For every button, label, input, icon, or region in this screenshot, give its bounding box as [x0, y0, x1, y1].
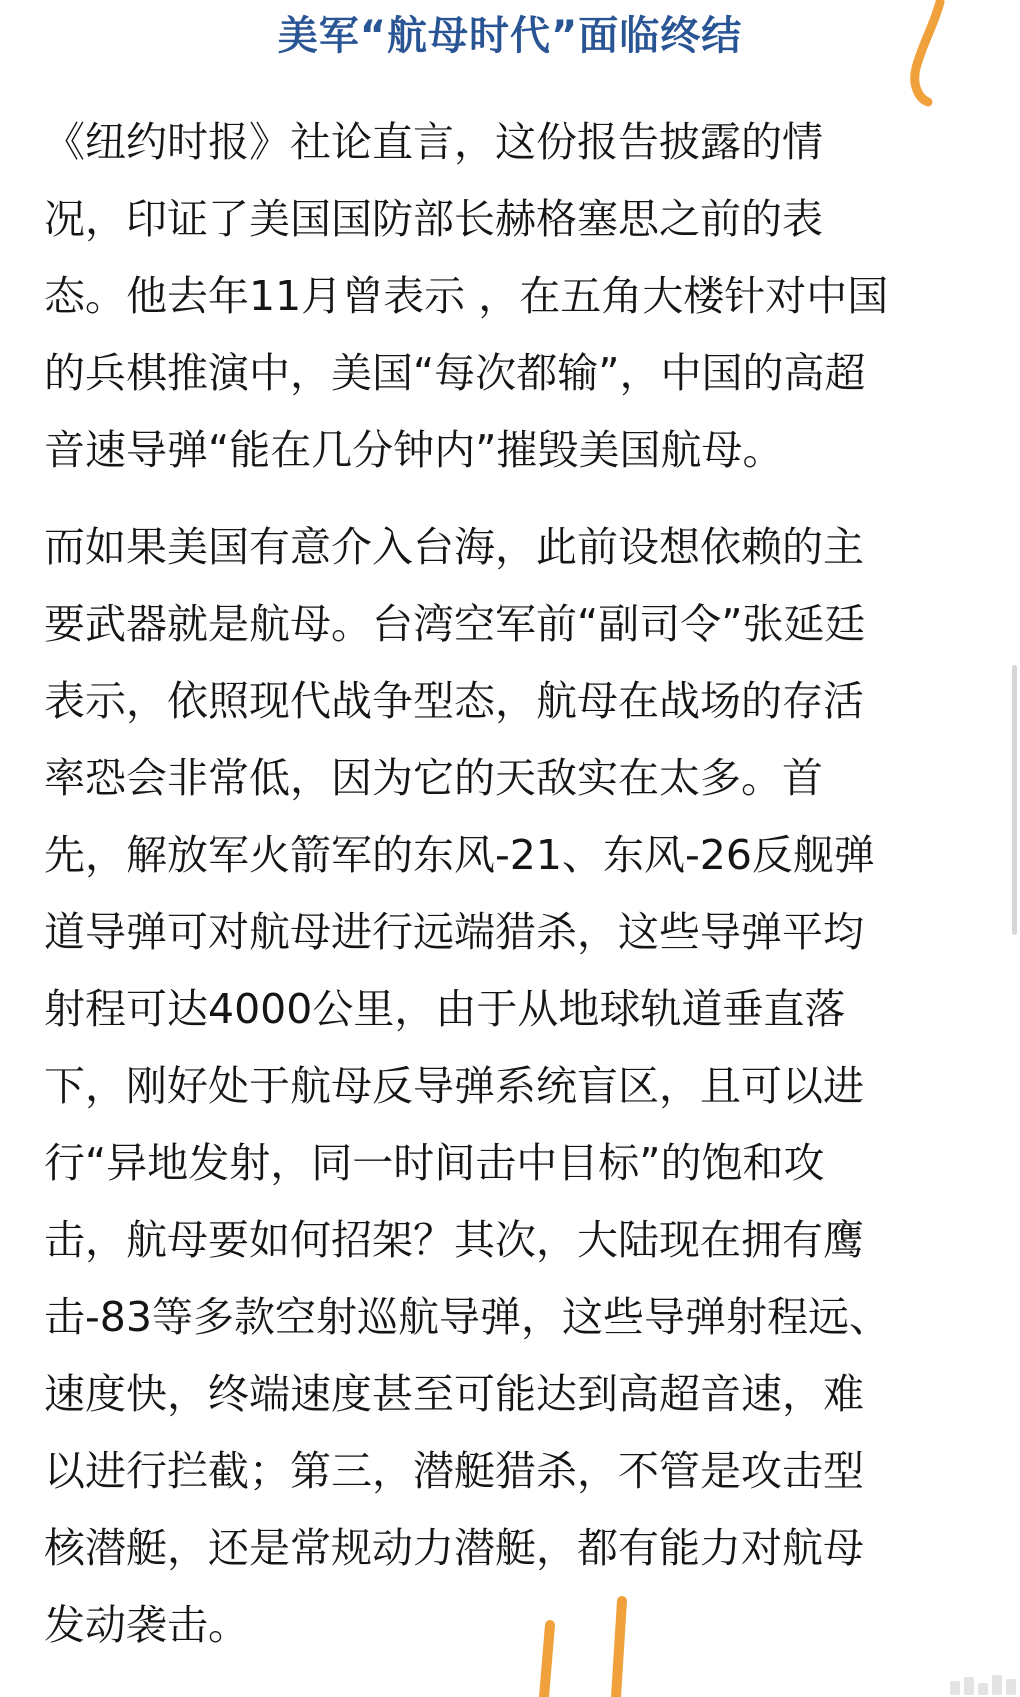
text-line: 表示，依照现代战争型态，航母在战场的存活 [44, 677, 864, 725]
paragraph-2 [44, 509, 979, 1664]
text-line: 发动袭击。 [44, 1601, 249, 1649]
text-line: 击-83等多款空射巡航导弹，这些导弹射程远、 [44, 1293, 890, 1341]
text-line: 以进行拦截；第三，潜艇猎杀，不管是攻击型 [44, 1447, 864, 1495]
watermark-logo [950, 1675, 1016, 1695]
text-line: 下，刚好处于航母反导弹系统盲区，且可以进 [44, 1062, 864, 1110]
text-line: 速度快，终端速度甚至可能达到高超音速，难 [44, 1370, 864, 1418]
text-line: 《纽约时报》社论直言，这份报告披露的情 [44, 118, 823, 166]
annotation-stroke-top [900, 0, 960, 120]
text-line: 行“异地发射，同一时间击中目标”的饱和攻 [44, 1139, 825, 1187]
text-line: 况，印证了美国国防部长赫格塞思之前的表 [44, 195, 823, 243]
text-line: 的兵棋推演中，美国“每次都输”，中国的高超 [44, 349, 866, 397]
article-title: 美军“航母时代”面临终结 [277, 13, 743, 59]
text-line: 音速导弹“能在几分钟内”摧毁美国航母。 [44, 426, 784, 474]
text-line: 道导弹可对航母进行远端猎杀，这些导弹平均 [44, 908, 864, 956]
text-line: 而如果美国有意介入台海，此前设想依赖的主 [44, 523, 864, 571]
text-line: 先，解放军火箭军的东风-21、东风-26反舰弹 [44, 831, 875, 879]
text-line: 击，航母要如何招架？其次，大陆现在拥有鹰 [44, 1216, 864, 1264]
text-line: 射程可达4000公里，由于从地球轨道垂直落 [44, 985, 846, 1033]
scrollbar[interactable] [1012, 665, 1017, 935]
text-line: 核潜艇，还是常规动力潜艇，都有能力对航母 [44, 1524, 864, 1572]
text-line: 要武器就是航母。台湾空军前“副司令”张延廷 [44, 600, 866, 648]
text-line: 态。他去年11月曾表示 ，在五角大楼针对中国 [44, 272, 889, 320]
text-line: 率恐会非常低，因为它的天敌实在太多。首 [44, 754, 823, 802]
article-body [44, 104, 979, 1664]
paragraph-1 [44, 104, 979, 489]
annotation-stroke-bottom [530, 1595, 650, 1697]
